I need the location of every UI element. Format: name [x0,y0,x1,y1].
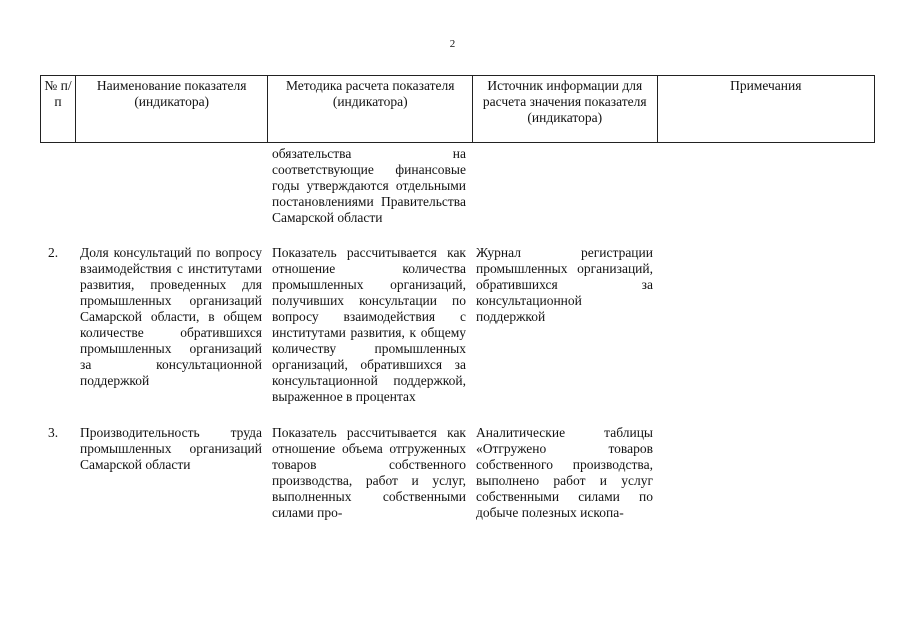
row-information-source: Журнал регистрации промышленных организаций, обратившихся за консультационной поддержкой [476,245,653,324]
table-row [40,245,875,405]
row-calculation-method: Показатель рассчитывается как отношение объема отгруженных товаров собственного производства, работ и услуг, выполненных собственными силами про- [272,425,466,520]
row-calculation-method: обязательства на соответствующие финансовые годы утверждаются отдельными постановлениями Правительства Самарской области [272,146,466,225]
indicators-table [40,75,875,521]
row-information-source [473,146,658,226]
table-header [40,75,875,143]
row-calculation-method: Показатель рассчитывается как отношение количества промышленных организаций, получивших консультации по вопросу взаимодействия с институтами развития, к общему количеству промышленных организаций, обратившихся за консультационной поддержкой, выраженное в процентах [272,245,466,404]
header-calculation-method: Методика расчета показателя (индикатора) [268,76,473,142]
row-notes [658,146,875,226]
row-indicator-name: Производительность труда промышленных организаций Самарской области [80,425,262,472]
header-indicator-name: Наименование показателя (индикатора) [76,76,269,142]
header-number: № п/п [41,76,76,142]
row-notes [658,245,875,405]
row-indicator-name [75,146,268,226]
row-information-source: Аналитические таблицы «Отгружено товаров собственного производства, выполнено работ и услуг собственными силами по добыче полезных ископа- [476,425,653,520]
row-indicator-name: Доля консультаций по вопросу взаимодействия с институтами развития, проведенных для промышленных организаций Самарской области, в общем количестве обратившихся промышленных организаций за консультационной поддержкой [80,245,262,388]
header-notes: Примечания [730,78,802,93]
table-row [40,425,875,521]
row-notes [658,425,875,521]
row-number [40,146,75,226]
page-number: 2 [449,38,456,50]
table-row-continuation [40,146,875,226]
row-number: 3. [48,425,59,440]
row-number: 2. [48,245,59,260]
header-information-source: Источник информации для расчета значения показателя (индикатора) [473,76,658,142]
